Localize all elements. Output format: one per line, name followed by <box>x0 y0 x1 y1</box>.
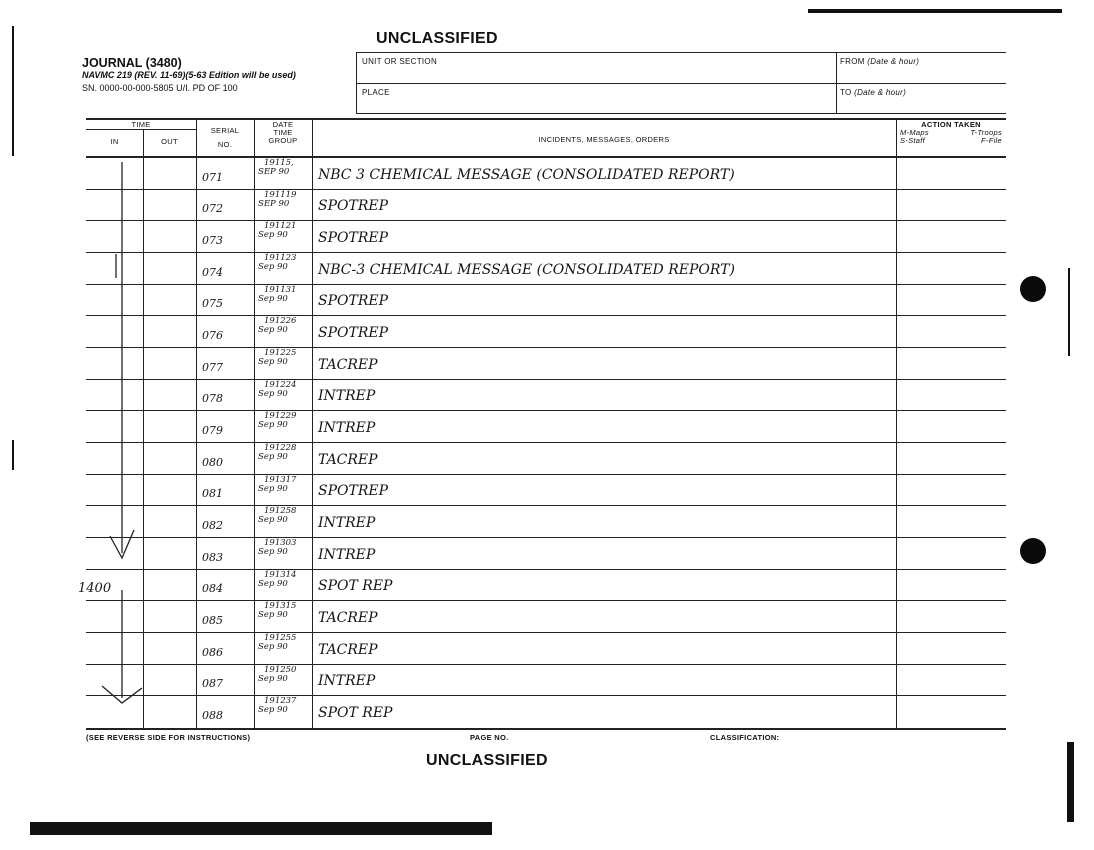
entry-incident: INTREP <box>318 419 376 436</box>
entry-dtg <box>258 254 296 272</box>
journal-table <box>78 118 1006 730</box>
journal-rows <box>78 158 1006 728</box>
entry-incident: INTREP <box>318 514 376 531</box>
entry-dtg <box>258 444 296 462</box>
entry-serial: 080 <box>202 455 223 469</box>
to-label: TO (Date & hour) <box>840 88 907 97</box>
arrow-marks <box>86 158 196 728</box>
entry-incident: SPOTREP <box>318 324 389 341</box>
entry-dtg <box>258 476 296 494</box>
journal-row <box>86 158 1006 190</box>
journal-row <box>86 475 1006 507</box>
entry-dtg <box>258 381 296 399</box>
journal-row <box>86 348 1006 380</box>
entry-dtg-line2: Sep 90 <box>258 642 288 652</box>
entry-incident: TACREP <box>318 356 378 373</box>
entry-dtg-line1: 191303 <box>264 538 297 548</box>
unit-section-label: UNIT OR SECTION <box>362 57 438 66</box>
entry-dtg-line2: Sep 90 <box>258 262 288 272</box>
entry-dtg <box>258 507 296 525</box>
journal-row <box>86 443 1006 475</box>
binder-hole-bottom <box>1020 538 1046 564</box>
entry-dtg-line1: 191131 <box>264 284 297 295</box>
classification-bottom: UNCLASSIFIED <box>426 752 548 769</box>
entry-dtg-line2: Sep 90 <box>258 673 288 684</box>
entry-serial: 087 <box>202 677 223 691</box>
entry-dtg-line2: Sep 90 <box>258 547 288 557</box>
entry-dtg-line2: Sep 90 <box>258 483 288 494</box>
col-time-out: OUT <box>161 137 178 146</box>
place-label: PLACE <box>362 88 390 97</box>
classification-top: UNCLASSIFIED <box>376 30 498 47</box>
col-serial: SERIAL NO. <box>210 126 240 149</box>
journal-row <box>78 569 1006 602</box>
entry-dtg-line1: 191123 <box>264 253 297 263</box>
journal-row <box>86 633 1006 665</box>
entry-dtg-line1: 191237 <box>264 696 297 707</box>
entry-dtg-line2: Sep 90 <box>258 610 288 621</box>
entry-dtg <box>258 222 296 240</box>
form-stock-number: SN. 0000-00-000-5805 U/I. PD OF 100 <box>82 83 238 93</box>
journal-row <box>86 190 1006 222</box>
entry-dtg <box>258 666 296 684</box>
entry-dtg-line1: 191121 <box>264 221 297 232</box>
form-title: JOURNAL (3480) <box>82 56 182 70</box>
entry-serial: 084 <box>202 582 223 596</box>
entry-serial: 078 <box>202 392 223 406</box>
entry-serial: 074 <box>202 265 223 279</box>
journal-row <box>86 316 1006 348</box>
journal-row <box>86 506 1006 538</box>
entry-incident: SPOTREP <box>318 483 389 500</box>
entry-dtg-line1: 191119 <box>264 189 297 200</box>
footer-instructions: (SEE REVERSE SIDE FOR INSTRUCTIONS) <box>86 733 251 742</box>
journal-row <box>86 285 1006 317</box>
entry-serial: 083 <box>202 550 223 564</box>
entry-serial: 073 <box>202 233 223 247</box>
entry-dtg <box>258 412 296 430</box>
binder-hole-top <box>1020 276 1046 302</box>
scan-edge-bottom <box>30 822 492 835</box>
entry-dtg <box>258 159 294 177</box>
entry-dtg-line1: 191258 <box>264 506 297 517</box>
entry-dtg-line1: 191229 <box>264 411 297 422</box>
entry-dtg-line2: Sep 90 <box>258 420 288 431</box>
entry-dtg <box>258 317 296 335</box>
entry-incident: TACREP <box>318 451 378 468</box>
scan-edge-left-lower <box>12 440 14 470</box>
journal-row <box>86 538 1006 570</box>
entry-serial: 082 <box>202 518 223 532</box>
entry-serial: 086 <box>202 645 223 659</box>
entry-dtg-line2: Sep 90 <box>258 705 288 716</box>
entry-dtg-line2: Sep 90 <box>258 293 288 304</box>
entry-serial: 072 <box>202 202 223 216</box>
entry-dtg-line1: 191255 <box>264 633 297 643</box>
entry-dtg-line2: Sep 90 <box>258 230 288 241</box>
col-time: TIME <box>131 120 151 129</box>
entry-dtg-line2: Sep 90 <box>258 452 288 462</box>
entry-dtg <box>258 539 296 557</box>
journal-row <box>86 221 1006 253</box>
entry-incident: INTREP <box>318 546 376 563</box>
scan-edge-top-right <box>808 9 1062 13</box>
entry-dtg <box>258 349 296 367</box>
from-label: FROM (Date & hour) <box>840 57 920 66</box>
scan-edge-right <box>1067 742 1074 822</box>
entry-incident: NBC 3 CHEMICAL MESSAGE (CONSOLIDATED REPORT) <box>318 166 735 183</box>
entry-incident: SPOTREP <box>318 293 389 310</box>
entry-dtg-line1: 191224 <box>264 379 297 390</box>
entry-serial: 079 <box>202 423 223 437</box>
entry-dtg <box>258 697 296 715</box>
col-action-taken: ACTION TAKEN M-Maps T-Troops S-Staff F-File <box>900 120 1002 145</box>
journal-row <box>86 696 1006 728</box>
form-revision: NAVMC 219 (REV. 11-69)(5-63 Edition will be used) <box>82 70 296 80</box>
col-time-in: IN <box>110 137 119 146</box>
entry-incident: SPOT REP <box>318 578 393 595</box>
entry-dtg-line1: 191228 <box>264 443 297 453</box>
entry-incident: TACREP <box>318 641 378 658</box>
entry-dtg <box>258 602 296 620</box>
entry-serial: 085 <box>202 613 223 627</box>
entry-dtg-line1: 191315 <box>264 601 297 612</box>
entry-incident: INTREP <box>318 388 376 405</box>
entry-incident: TACREP <box>318 609 378 626</box>
entry-dtg-line1: 191314 <box>264 569 297 580</box>
entry-dtg-line1: 191226 <box>264 316 297 327</box>
entry-dtg-line2: Sep 90 <box>258 388 288 399</box>
scan-edge-left <box>12 26 14 156</box>
entry-dtg-line1: 191225 <box>264 348 297 358</box>
entry-serial: 075 <box>202 297 223 311</box>
journal-row <box>86 665 1006 697</box>
entry-incident: SPOTREP <box>318 198 389 215</box>
journal-row <box>86 253 1006 285</box>
entry-time-in: 1400 <box>78 581 112 597</box>
entry-incident: INTREP <box>318 673 376 690</box>
col-incidents: INCIDENTS, MESSAGES, ORDERS <box>538 135 670 144</box>
entry-incident: SPOTREP <box>318 229 389 246</box>
entry-dtg-line2: Sep 90 <box>258 515 288 526</box>
journal-row <box>86 601 1006 633</box>
entry-dtg-line2: Sep 90 <box>258 578 288 589</box>
entry-incident: NBC-3 CHEMICAL MESSAGE (CONSOLIDATED REPORT) <box>318 261 735 278</box>
entry-dtg <box>258 571 296 589</box>
entry-serial: 088 <box>202 708 223 722</box>
entry-incident: SPOT REP <box>318 704 393 721</box>
entry-serial: 077 <box>202 360 223 374</box>
entry-dtg <box>258 191 296 209</box>
entry-dtg <box>258 286 296 304</box>
journal-row <box>86 411 1006 443</box>
footer-page-no: PAGE NO. <box>470 733 509 742</box>
scan-edge-right-mid <box>1068 268 1070 356</box>
entry-serial: 081 <box>202 487 223 501</box>
entry-dtg-line1: 191317 <box>264 474 297 485</box>
entry-dtg-line2: SEP 90 <box>258 167 290 177</box>
col-dtg: DATE TIME GROUP <box>268 120 298 145</box>
entry-dtg-line2: Sep 90 <box>258 325 288 336</box>
entry-dtg <box>258 634 296 652</box>
entry-dtg-line2: Sep 90 <box>258 357 288 367</box>
entry-serial: 076 <box>202 328 223 342</box>
entry-dtg-line1: 191250 <box>264 664 297 675</box>
footer-classification: CLASSIFICATION: <box>710 733 780 742</box>
journal-row <box>86 380 1006 412</box>
entry-serial: 071 <box>202 170 223 184</box>
entry-dtg-line1: 19115, <box>264 158 294 168</box>
entry-dtg-line2: SEP 90 <box>258 198 290 209</box>
